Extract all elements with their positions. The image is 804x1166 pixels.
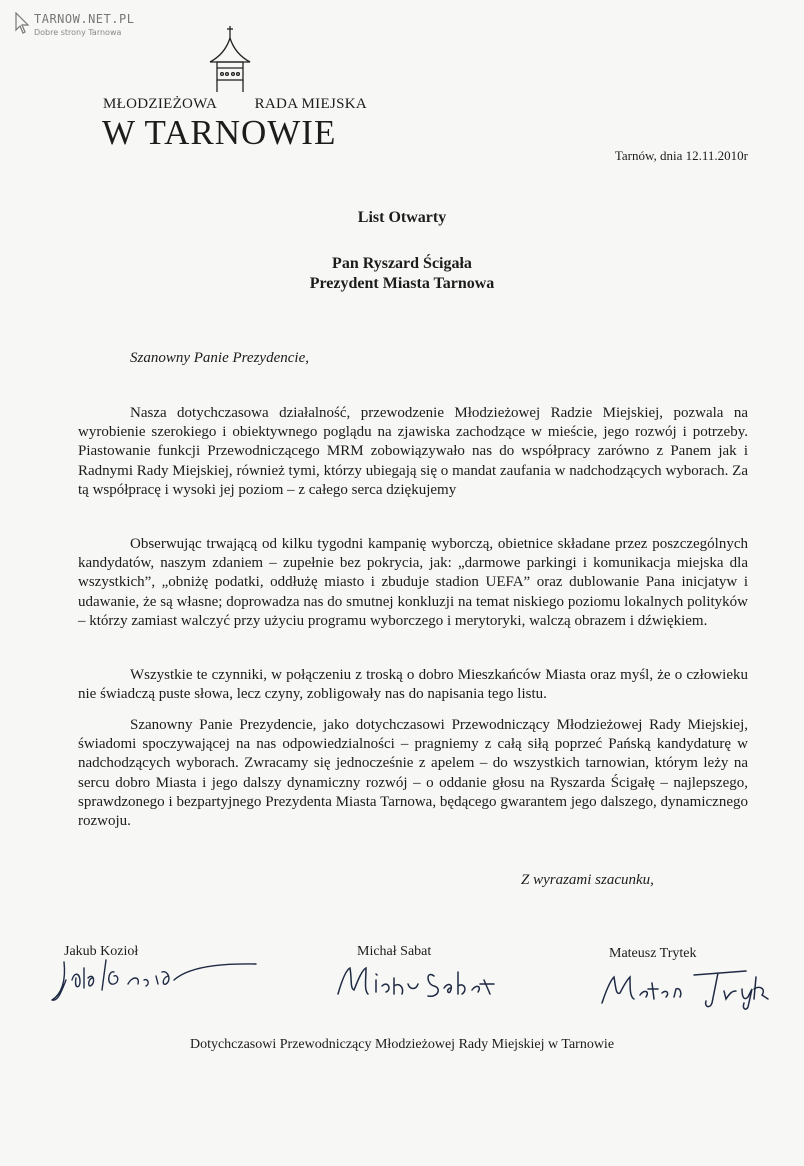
closing: Z wyrazami szacunku,: [521, 872, 654, 888]
paragraph-4: Szanowny Panie Prezydencie, jako dotychczasowi Przewodniczący Młodzieżowej Rady Miejskiej, świadomi spoczywającej na nas odpowiedzialności – pragniemy z całą siłą poprzeć Pańską kandydaturę w nadchodzących wyborach. Zwracamy się jednocześnie z apelem – do wszystkich tarnowian, którym leży na sercu dobro Miasta i jego dalszy dynamiczny rozwój – o oddanie głosu na Ryszarda Ścigałę – najlepszego, sprawdzonego i bezpartyjnego Prezydenta Miasta Tarnowa, będącego gwarantem jego dalszego, dynamicznego rozwoju.: [78, 717, 748, 830]
org-name-right: RADA MIEJSKA: [254, 96, 367, 112]
town-hall-tower-icon: [205, 24, 255, 94]
paragraph-2: Obserwując trwającą od kilku tygodni kampanię wyborczą, obietnice składane przez poszczególnych kandydatów, naszym zdaniem – zupełnie bez pokrycia, jak: „darmowe parkingi i komunikacja miejska dla wszystkich”, „obniżę podatki, oddłużę miasto i zbuduje stadion UEFA” oraz dublowanie Pana inicjatyw i udawanie, że są własne; doprowadza nas do smutnej konkluzji na temat niskiego poziomu lokalnych polityków – którzy zamiast walczyć przy użyciu programu wyborczego i merytoryki, walczą obrazem i dźwiękiem.: [78, 536, 748, 629]
letter-date: Tarnów, dnia 12.11.2010r: [614, 148, 748, 163]
recipient-name: Pan Ryszard Ścigała: [332, 255, 472, 272]
watermark: [14, 10, 144, 40]
signatory-name-1: Jakub Kozioł: [64, 944, 139, 959]
salutation: Szanowny Panie Prezydencie,: [130, 350, 309, 366]
watermark-brand: TARNOW.NET.PL: [34, 12, 135, 26]
signatory-name-2: Michał Sabat: [357, 944, 432, 959]
cursor-icon: [14, 12, 30, 34]
watermark-tagline: Dobre strony Tarnowa: [34, 28, 122, 37]
signature-1: [44, 950, 264, 1006]
signature-3: [596, 963, 776, 1013]
paragraph-3: Wszystkie te czynniki, w połączeniu z troską o dobro Mieszkańców Miasta oraz myśl, że o człowieku nie świadczą puste słowa, lecz czyny, zobligowały nas do napisania tego listu.: [78, 667, 748, 703]
signature-2: [330, 960, 510, 1002]
org-name-left: MŁODZIEŻOWA: [103, 96, 218, 112]
org-name-line2: W TARNOWIE: [102, 113, 337, 152]
signatory-name-3: Mateusz Trytek: [609, 946, 697, 961]
org-name-line1: [103, 96, 367, 114]
footer-signature-line: Dotychczasowi Przewodniczący Młodzieżowej Rady Miejskiej w Tarnowie: [189, 1037, 615, 1052]
letter-title: List Otwarty: [357, 209, 447, 226]
paragraph-1: Nasza dotychczasowa działalność, przewodzenie Młodzieżowej Radzie Miejskiej, pozwala na wyrobienie szerokiego i obiektywnego poglądu na zjawiska zachodzące w mieście, jego rozwój i potrzeby. Piastowanie funkcji Przewodniczącego MRM zobowiązywało nas do współpracy zarówno z Panem jak i Radnymi Rady Miejskiej, również tymi, którzy ubiegają się o mandat zaufania w nadchodzących wyborach. Za tą współpracę i wysoki jej poziom – z całego serca dziękujemy: [78, 405, 748, 498]
recipient-title: Prezydent Miasta Tarnowa: [309, 275, 495, 292]
